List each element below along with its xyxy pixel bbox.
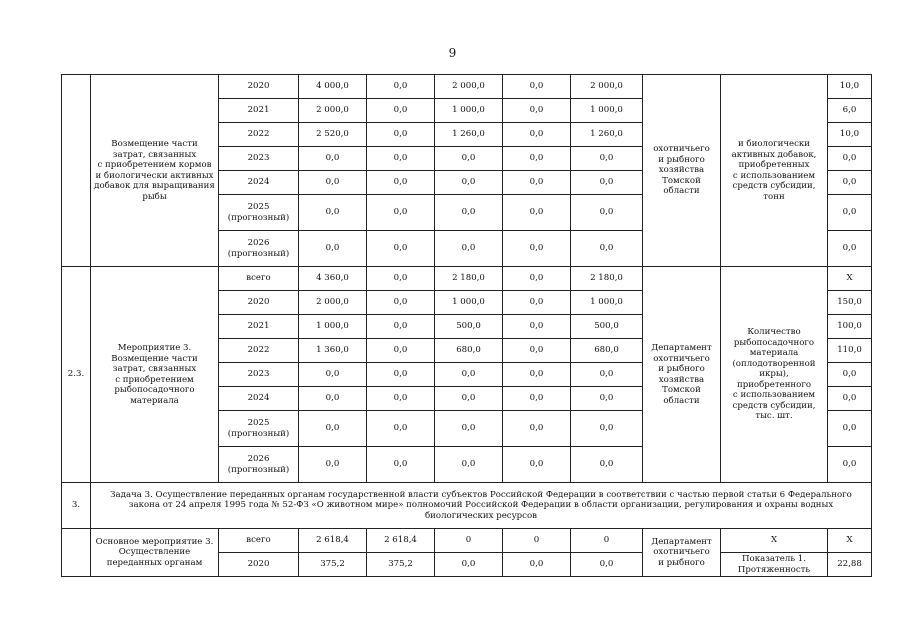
amount-cell: 0,0	[503, 123, 571, 147]
amount-cell: 0,0	[435, 553, 503, 577]
amount-cell: 0,0	[503, 195, 571, 231]
amount-cell: 2 000,0	[299, 99, 367, 123]
amount-cell: 0,0	[299, 195, 367, 231]
amount-cell: 0,0	[367, 195, 435, 231]
amount-cell: 0,0	[435, 411, 503, 447]
amount-cell: 0,0	[367, 99, 435, 123]
indicator-value: 0,0	[828, 171, 872, 195]
year-cell: 2026 (прогнозный)	[219, 231, 299, 267]
amount-cell: 0,0	[299, 411, 367, 447]
indicator-value: 0,0	[828, 447, 872, 483]
amount-cell: 0,0	[367, 447, 435, 483]
year-cell: 2023	[219, 147, 299, 171]
amount-cell: 0	[435, 529, 503, 553]
measure-name: Возмещение части затрат, связанных с приобретением кормов и биологически активных добавок для выращивания рыбы	[91, 75, 219, 267]
year-cell: 2021	[219, 99, 299, 123]
year-cell: всего	[219, 529, 299, 553]
page-number: 9	[448, 46, 457, 60]
amount-cell: 680,0	[435, 339, 503, 363]
amount-cell: 0,0	[367, 267, 435, 291]
amount-cell: 1 000,0	[435, 99, 503, 123]
amount-cell: 0,0	[571, 387, 643, 411]
amount-cell: 0,0	[435, 447, 503, 483]
amount-cell: 0,0	[299, 147, 367, 171]
indicator-value: 6,0	[828, 99, 872, 123]
indicator-value: 100,0	[828, 315, 872, 339]
measure-name: Мероприятие 3. Возмещение части затрат, связанных с приобретением рыбопосадочного материала	[91, 267, 219, 483]
year-cell: 2021	[219, 315, 299, 339]
executor-cell: Департамент охотничьего и рыбного хозяйства Томской области	[643, 267, 721, 483]
year-cell: 2024	[219, 171, 299, 195]
indicator-value: 0,0	[828, 411, 872, 447]
amount-cell: 0,0	[367, 291, 435, 315]
block1-body	[62, 75, 872, 267]
year-cell: 2025 (прогнозный)	[219, 411, 299, 447]
amount-cell: 0,0	[435, 147, 503, 171]
indicator-value: 0,0	[828, 387, 872, 411]
indicator-value: 0,0	[828, 147, 872, 171]
indicator-cell: Х	[721, 529, 828, 553]
amount-cell: 4 000,0	[299, 75, 367, 99]
amount-cell: 0,0	[503, 411, 571, 447]
amount-cell: 0,0	[503, 75, 571, 99]
amount-cell: 0,0	[503, 171, 571, 195]
amount-cell: 4 360,0	[299, 267, 367, 291]
amount-cell: 0,0	[503, 363, 571, 387]
amount-cell: 0,0	[435, 363, 503, 387]
amount-cell: 2 618,4	[299, 529, 367, 553]
amount-cell: 500,0	[435, 315, 503, 339]
row-number: 2.3.	[62, 267, 91, 483]
task3-row	[62, 483, 872, 529]
amount-cell: 0,0	[503, 447, 571, 483]
amount-cell: 0,0	[367, 171, 435, 195]
amount-cell: 1 000,0	[299, 315, 367, 339]
indicator-value: Х	[828, 267, 872, 291]
indicator-value: 0,0	[828, 231, 872, 267]
amount-cell: 0,0	[367, 123, 435, 147]
table-row	[62, 267, 872, 291]
amount-cell: 375,2	[367, 553, 435, 577]
row-number	[62, 75, 91, 267]
amount-cell: 0	[503, 529, 571, 553]
amount-cell: 0,0	[299, 171, 367, 195]
amount-cell: 0,0	[367, 315, 435, 339]
amount-cell: 1 360,0	[299, 339, 367, 363]
amount-cell: 0,0	[503, 147, 571, 171]
indicator-value: 0,0	[828, 363, 872, 387]
executor-cell: Департамент охотничьего и рыбного	[643, 529, 721, 577]
year-cell: 2022	[219, 339, 299, 363]
amount-cell: 0,0	[503, 387, 571, 411]
amount-cell: 2 000,0	[571, 75, 643, 99]
indicator-value: 150,0	[828, 291, 872, 315]
amount-cell: 0,0	[299, 447, 367, 483]
amount-cell: 1 260,0	[435, 123, 503, 147]
amount-cell: 0,0	[435, 195, 503, 231]
amount-cell: 375,2	[299, 553, 367, 577]
amount-cell: 0,0	[571, 195, 643, 231]
row-number	[62, 529, 91, 577]
table-row	[62, 75, 872, 99]
amount-cell: 0,0	[571, 171, 643, 195]
amount-cell: 2 000,0	[299, 291, 367, 315]
year-cell: 2020	[219, 291, 299, 315]
amount-cell: 0,0	[435, 171, 503, 195]
amount-cell: 0,0	[571, 231, 643, 267]
amount-cell: 0,0	[367, 147, 435, 171]
amount-cell: 0,0	[367, 75, 435, 99]
year-cell: всего	[219, 267, 299, 291]
year-cell: 2020	[219, 75, 299, 99]
amount-cell: 2 520,0	[299, 123, 367, 147]
executor-cell: охотничьего и рыбного хозяйства Томской области	[643, 75, 721, 267]
indicator-value: 22,88	[828, 553, 872, 577]
amount-cell: 2 180,0	[435, 267, 503, 291]
task3-body	[62, 483, 872, 529]
year-cell: 2024	[219, 387, 299, 411]
amount-cell: 0,0	[367, 411, 435, 447]
amount-cell: 1 260,0	[571, 123, 643, 147]
amount-cell: 0,0	[367, 231, 435, 267]
amount-cell: 0,0	[571, 363, 643, 387]
amount-cell: 0,0	[571, 411, 643, 447]
task3-num: 3.	[62, 483, 91, 529]
amount-cell: 500,0	[571, 315, 643, 339]
amount-cell: 2 618,4	[367, 529, 435, 553]
table-row	[62, 529, 872, 553]
indicator-value: 10,0	[828, 123, 872, 147]
program-table	[61, 74, 872, 577]
amount-cell: 2 180,0	[571, 267, 643, 291]
amount-cell: 0,0	[503, 553, 571, 577]
amount-cell: 0,0	[571, 447, 643, 483]
amount-cell: 0,0	[503, 291, 571, 315]
amount-cell: 0,0	[571, 553, 643, 577]
amount-cell: 2 000,0	[435, 75, 503, 99]
amount-cell: 0,0	[503, 231, 571, 267]
amount-cell: 0,0	[571, 147, 643, 171]
amount-cell: 0,0	[503, 315, 571, 339]
year-cell: 2022	[219, 123, 299, 147]
amount-cell: 0,0	[299, 231, 367, 267]
block2-body	[62, 267, 872, 483]
amount-cell: 0,0	[435, 231, 503, 267]
year-cell: 2025 (прогнозный)	[219, 195, 299, 231]
amount-cell: 0,0	[367, 363, 435, 387]
amount-cell: 0,0	[299, 363, 367, 387]
amount-cell: 0,0	[503, 99, 571, 123]
indicator-value: Х	[828, 529, 872, 553]
amount-cell: 1 000,0	[435, 291, 503, 315]
year-cell: 2023	[219, 363, 299, 387]
indicator-cell: Количество рыбопосадочного материала (оплодотворенной икры), приобретенного с использованием средств субсидии, тыс. шт.	[721, 267, 828, 483]
measure-name: Основное мероприятие 3. Осуществление переданных органам	[91, 529, 219, 577]
indicator-value: 10,0	[828, 75, 872, 99]
task3-text: Задача 3. Осуществление переданных органам государственной власти субъектов Российской Федерации в соответствии с частью первой статьи 6 Федерального закона от 24 апреля 1995 года № 52-ФЗ «О животном мире» полномочий Российской Федерации в области организации, регулирования и охраны водных биологических ресурсов	[91, 483, 872, 529]
year-cell: 2020	[219, 553, 299, 577]
year-cell: 2026 (прогнозный)	[219, 447, 299, 483]
amount-cell: 0,0	[367, 339, 435, 363]
amount-cell: 0	[571, 529, 643, 553]
amount-cell: 0,0	[367, 387, 435, 411]
amount-cell: 1 000,0	[571, 99, 643, 123]
amount-cell: 680,0	[571, 339, 643, 363]
indicator-cell: и биологически активных добавок, приобретенных с использованием средств субсидии, тонн	[721, 75, 828, 267]
amount-cell: 0,0	[503, 267, 571, 291]
amount-cell: 1 000,0	[571, 291, 643, 315]
amount-cell: 0,0	[503, 339, 571, 363]
amount-cell: 0,0	[435, 387, 503, 411]
indicator-value: 110,0	[828, 339, 872, 363]
block3-body	[62, 529, 872, 577]
indicator-value: 0,0	[828, 195, 872, 231]
amount-cell: 0,0	[299, 387, 367, 411]
indicator-cell: Показатель 1. Протяженность	[721, 553, 828, 577]
